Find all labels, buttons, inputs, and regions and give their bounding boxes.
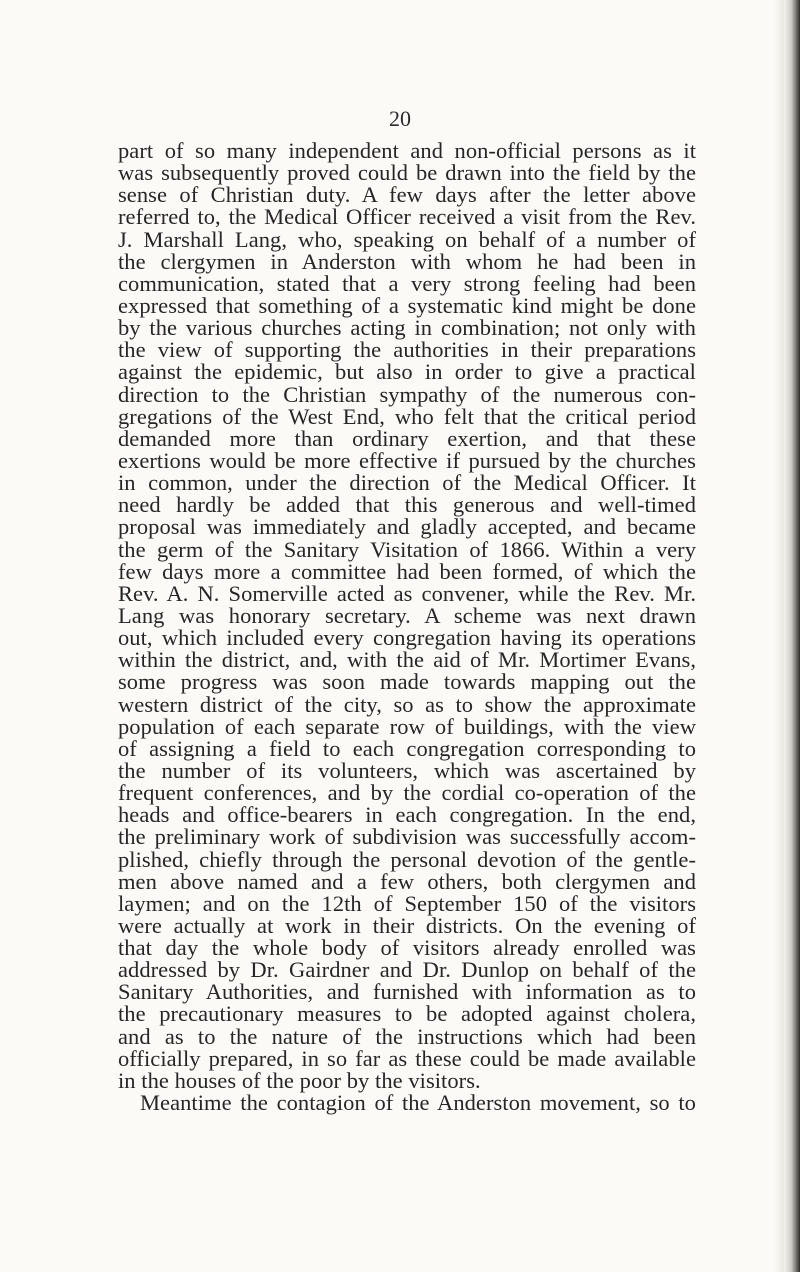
text-line: Rev. A. N. Somerville acted as convener, while the Rev. Mr. bbox=[118, 580, 696, 606]
text-line: Sanitary Authorities, and furnished with information as to bbox=[118, 979, 696, 1005]
text-line: the number of its volunteers, which was ascertained by bbox=[118, 757, 696, 783]
text-line: the precautionary measures to be adopted against cholera, bbox=[118, 1001, 696, 1027]
text-line: out, which included every congregation having its operations bbox=[118, 625, 696, 651]
text-line: laymen; and on the 12th of September 150 of the visitors bbox=[118, 890, 696, 916]
text-line: addressed by Dr. Gairdner and Dr. Dunlop on behalf of the bbox=[118, 957, 696, 983]
text-line: some progress was soon made towards mapping out the bbox=[118, 669, 696, 695]
text-line: demanded more than ordinary exertion, and that these bbox=[118, 425, 696, 451]
text-line: by the various churches acting in combination; not only with bbox=[118, 315, 696, 341]
text-line: frequent conferences, and by the cordial co-operation of the bbox=[118, 780, 696, 806]
text-line: heads and office-bearers in each congregation. In the end, bbox=[118, 802, 696, 828]
text-line: were actually at work in their districts. On the evening of bbox=[118, 912, 696, 938]
text-line: direction to the Christian sympathy of the numerous con- bbox=[118, 381, 696, 407]
text-line: the preliminary work of subdivision was successfully accom- bbox=[118, 824, 696, 850]
text-line: gregations of the West End, who felt that the critical period bbox=[118, 403, 696, 429]
text-line: in common, under the direction of the Medical Officer. It bbox=[118, 470, 696, 496]
text-line: part of so many independent and non-official persons as it bbox=[118, 138, 696, 163]
text-line: the clergymen in Anderston with whom he had been in bbox=[118, 248, 696, 274]
text-line: the germ of the Sanitary Visitation of 1866. Within a very bbox=[118, 536, 696, 562]
text-line: proposal was immediately and gladly accepted, and became bbox=[118, 514, 696, 540]
text-line: of assigning a field to each congregation corresponding to bbox=[118, 735, 696, 761]
text-line: exertions would be more effective if pursued by the churches bbox=[118, 447, 696, 473]
text-line: population of each separate row of buildings, with the view bbox=[118, 713, 696, 739]
text-line: that day the whole body of visitors already enrolled was bbox=[118, 935, 696, 961]
text-line: against the epidemic, but also in order to give a practical bbox=[118, 359, 696, 385]
text-line: within the district, and, with the aid of Mr. Mortimer Evans, bbox=[118, 647, 696, 673]
text-line: few days more a committee had been formed, of which the bbox=[118, 558, 696, 584]
text-line: communication, stated that a very strong feeling had been bbox=[118, 270, 696, 296]
text-line: and as to the nature of the instructions which had been bbox=[118, 1023, 696, 1049]
body-text bbox=[118, 140, 696, 1114]
text-line: western district of the city, so as to show the approximate bbox=[118, 691, 696, 717]
text-line: was subsequently proved could be drawn into the field by the bbox=[118, 160, 696, 186]
text-line: in the houses of the poor by the visitors. bbox=[118, 1067, 481, 1093]
text-line: the view of supporting the authorities in their preparations bbox=[118, 337, 696, 363]
book-binding-edge bbox=[784, 0, 800, 1272]
page-gutter-shadow bbox=[774, 0, 784, 1272]
text-line: J. Marshall Lang, who, speaking on behalf of a number of bbox=[118, 226, 696, 252]
text-line: officially prepared, in so far as these could be made available bbox=[118, 1045, 696, 1071]
text-line: referred to, the Medical Officer received a visit from the Rev. bbox=[118, 204, 696, 230]
page-number: 20 bbox=[389, 106, 411, 131]
text-line: Lang was honorary secretary. A scheme was next drawn bbox=[118, 602, 696, 628]
text-line: sense of Christian duty. A few days after the letter above bbox=[118, 182, 696, 208]
text-line: expressed that something of a systematic kind might be done bbox=[118, 292, 696, 318]
text-line: men above named and a few others, both clergymen and bbox=[118, 868, 696, 894]
text-line: plished, chiefly through the personal devotion of the gentle- bbox=[118, 846, 696, 872]
text-line: Meantime the contagion of the Anderston movement, so to bbox=[140, 1090, 696, 1116]
text-line: need hardly be added that this generous and well-timed bbox=[118, 492, 696, 518]
